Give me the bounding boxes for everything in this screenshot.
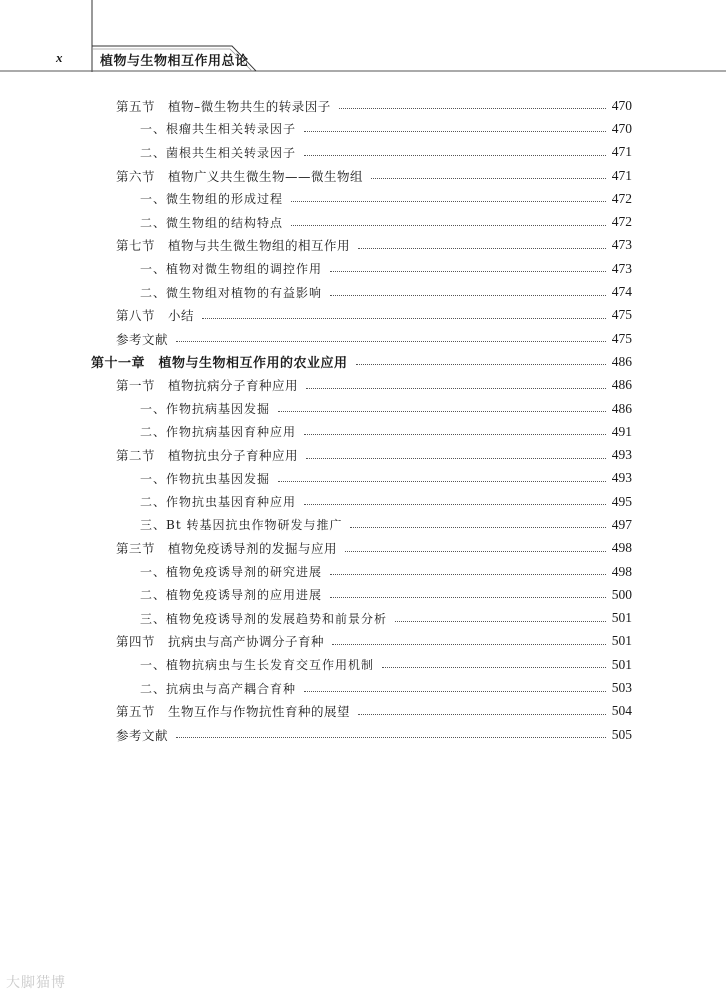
toc-entry-page: 470: [611, 97, 632, 113]
dot-leader: [304, 504, 606, 505]
toc-entry-title: 第三节 植物免疫诱导剂的发掘与应用: [116, 541, 338, 557]
toc-entry-page: 486: [611, 353, 632, 369]
dot-leader: [306, 458, 606, 459]
dot-leader: [350, 527, 605, 528]
toc-entry-title: 一、植物抗病虫与生长发育交互作用机制: [140, 658, 375, 673]
dot-leader: [339, 108, 606, 109]
toc-entry-sub[interactable]: [0, 117, 726, 140]
dot-leader: [304, 131, 606, 132]
toc-entry-title: 二、微生物组的结构特点: [140, 215, 284, 230]
toc-entry-title: 二、菌根共生相关转录因子: [140, 145, 297, 160]
toc-entry-section[interactable]: [0, 304, 726, 327]
dot-leader: [304, 155, 606, 156]
toc-entry-title: 参考文献: [116, 331, 169, 347]
toc-entry-page: 473: [611, 237, 632, 253]
toc-entry-sub[interactable]: [0, 513, 726, 536]
toc-entry-title: 二、微生物组对植物的有益影响: [140, 285, 323, 300]
toc-entry-page: 493: [611, 470, 632, 486]
toc-entry-title: 二、作物抗虫基因育种应用: [140, 495, 297, 510]
toc-entry-sub[interactable]: [0, 676, 726, 699]
toc-entry-title: 三、Bt 转基因抗虫作物研发与推广: [140, 518, 343, 533]
toc-entry-page: 471: [611, 144, 632, 160]
toc-entry-sub[interactable]: [0, 257, 726, 280]
toc-entry-page: 493: [611, 447, 632, 463]
dot-leader: [291, 225, 606, 226]
toc-entry-title: 第十一章 植物与生物相互作用的农业应用: [91, 356, 348, 372]
toc-entry-title: 一、作物抗虫基因发掘: [140, 471, 271, 486]
toc-entry-page: 473: [611, 260, 632, 276]
dot-leader: [330, 295, 606, 296]
header-page-number: x: [56, 50, 63, 65]
toc-entry-sub[interactable]: [0, 187, 726, 210]
toc-entry-sub[interactable]: [0, 420, 726, 443]
dot-leader: [356, 364, 606, 365]
toc-entry-title: 第八节 小结: [116, 308, 195, 324]
toc-entry-page: 501: [611, 633, 632, 649]
dot-leader: [304, 691, 606, 692]
toc-entry-title: 第六节 植物广义共生微生物——微生物组: [116, 168, 364, 184]
toc-entry-page: 470: [611, 120, 632, 136]
dot-leader: [176, 341, 606, 342]
dot-leader: [278, 411, 606, 412]
dot-leader: [306, 388, 606, 389]
toc-entry-sub[interactable]: [0, 490, 726, 513]
toc-entry-title: 二、抗病虫与高产耦合育种: [140, 681, 297, 696]
toc-entry-page: 471: [611, 167, 632, 183]
toc-entry-title: 三、植物免疫诱导剂的发展趋势和前景分析: [140, 611, 388, 626]
dot-leader: [278, 481, 606, 482]
toc-entry-title: 二、作物抗病基因育种应用: [140, 425, 297, 440]
toc-entry-section[interactable]: [0, 94, 726, 117]
toc-entry-sub[interactable]: [0, 141, 726, 164]
dot-leader: [332, 644, 606, 645]
toc-entry-page: 505: [611, 726, 632, 742]
toc-entry-page: 500: [611, 586, 632, 602]
toc-entry-title: 参考文献: [116, 727, 169, 743]
dot-leader: [345, 551, 606, 552]
toc-entry-page: 472: [611, 190, 632, 206]
toc-entry-title: 一、植物免疫诱导剂的研究进展: [140, 565, 323, 580]
toc-entry-sub[interactable]: [0, 397, 726, 420]
toc-entry-section[interactable]: [0, 164, 726, 187]
dot-leader: [202, 318, 606, 319]
toc-entry-title: 第五节 植物–微生物共生的转录因子: [116, 98, 331, 114]
toc-entry-title: 一、微生物组的形成过程: [140, 192, 284, 207]
toc-entry-title: 第二节 植物抗虫分子育种应用: [116, 448, 299, 464]
page-header: [0, 0, 726, 76]
table-of-contents: [0, 94, 726, 746]
dot-leader: [395, 621, 606, 622]
toc-entry-sub[interactable]: [0, 280, 726, 303]
toc-entry-page: 503: [611, 680, 632, 696]
toc-entry-page: 504: [611, 703, 632, 719]
toc-entry-chapter[interactable]: [0, 350, 726, 373]
toc-entry-title: 第一节 植物抗病分子育种应用: [116, 378, 299, 394]
toc-entry-section[interactable]: [0, 443, 726, 466]
toc-entry-page: 491: [611, 423, 632, 439]
header-book-title: 植物与生物相互作用总论: [100, 54, 249, 69]
toc-entry-page: 497: [611, 516, 632, 532]
dot-leader: [304, 434, 606, 435]
toc-entry-sub[interactable]: [0, 583, 726, 606]
toc-entry-page: 475: [611, 330, 632, 346]
dot-leader: [330, 597, 606, 598]
watermark: 大脚猫博: [6, 975, 66, 991]
toc-entry-page: 498: [611, 540, 632, 556]
toc-entry-page: 474: [611, 284, 632, 300]
dot-leader: [358, 714, 606, 715]
dot-leader: [358, 248, 606, 249]
toc-entry-sub[interactable]: [0, 467, 726, 490]
toc-entry-title: 第五节 生物互作与作物抗性育种的展望: [116, 704, 351, 720]
toc-entry-title: 一、植物对微生物组的调控作用: [140, 262, 323, 277]
toc-entry-page: 495: [611, 493, 632, 509]
toc-entry-page: 486: [611, 377, 632, 393]
toc-entry-page: 501: [611, 656, 632, 672]
toc-entry-page: 498: [611, 563, 632, 579]
toc-entry-section[interactable]: [0, 234, 726, 257]
toc-entry-title: 一、根瘤共生相关转录因子: [140, 122, 297, 137]
dot-leader: [371, 178, 606, 179]
toc-entry-title: 一、作物抗病基因发掘: [140, 402, 271, 416]
toc-entry-title: 二、植物免疫诱导剂的应用进展: [140, 588, 323, 603]
toc-entry-section[interactable]: [0, 537, 726, 560]
toc-entry-section[interactable]: [0, 374, 726, 397]
toc-entry-page: 472: [611, 214, 632, 230]
toc-entry-section[interactable]: [0, 630, 726, 653]
toc-entry-sub[interactable]: [0, 560, 726, 583]
toc-entry-page: 486: [611, 400, 632, 416]
toc-entry-sub[interactable]: [0, 653, 726, 676]
toc-entry-sub[interactable]: [0, 210, 726, 233]
toc-entry-section[interactable]: [0, 700, 726, 723]
dot-leader: [291, 201, 606, 202]
toc-entry-title: 第七节 植物与共生微生物组的相互作用: [116, 238, 351, 254]
toc-entry-page: 501: [611, 610, 632, 626]
dot-leader: [382, 667, 606, 668]
toc-entry-page: 475: [611, 307, 632, 323]
dot-leader: [330, 574, 606, 575]
dot-leader: [176, 737, 606, 738]
toc-entry-sub[interactable]: [0, 607, 726, 630]
toc-entry-ref[interactable]: [0, 723, 726, 746]
toc-entry-ref[interactable]: [0, 327, 726, 350]
toc-entry-title: 第四节 抗病虫与高产协调分子育种: [116, 634, 325, 650]
dot-leader: [330, 271, 606, 272]
